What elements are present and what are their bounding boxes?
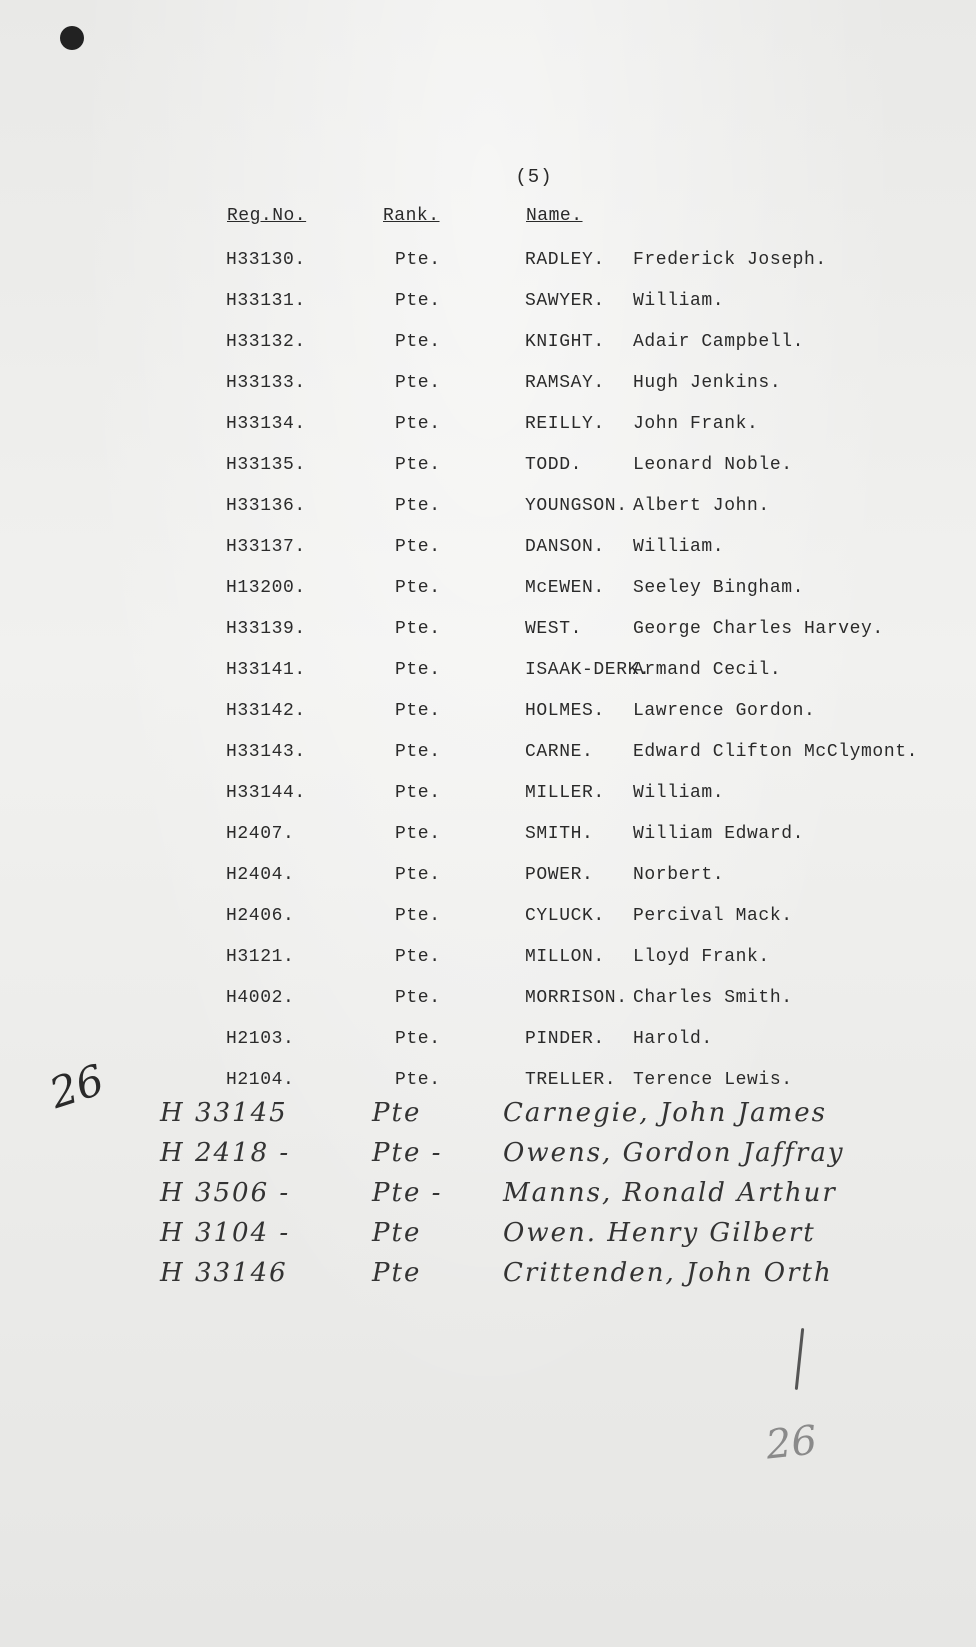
given-names: Terence Lewis.	[633, 1070, 793, 1090]
roster-row	[0, 373, 976, 403]
header-rank: Rank.	[383, 206, 440, 226]
rank: Pte.	[395, 1070, 441, 1090]
reg-no: H33139.	[226, 619, 306, 639]
roster-row	[0, 455, 976, 485]
surname: YOUNGSON.	[525, 496, 628, 516]
roster-row	[0, 742, 976, 772]
tick-mark	[795, 1328, 804, 1390]
surname: RAMSAY.	[525, 373, 605, 393]
surname: TRELLER.	[525, 1070, 617, 1090]
roster-row	[0, 783, 976, 813]
roster-row	[0, 865, 976, 895]
rank: Pte	[372, 1258, 422, 1288]
rank: Pte.	[395, 947, 441, 967]
surname: HOLMES.	[525, 701, 605, 721]
reg-no: H 3506 -	[160, 1178, 291, 1208]
roster-row	[0, 1070, 976, 1100]
surname: SMITH.	[525, 824, 594, 844]
surname: CARNE.	[525, 742, 594, 762]
rank: Pte.	[395, 250, 441, 270]
given-names: Percival Mack.	[633, 906, 793, 926]
bottom-count-annotation: 26	[763, 1417, 820, 1469]
given-names: Seeley Bingham.	[633, 578, 805, 598]
reg-no: H 2418 -	[160, 1138, 291, 1168]
page-number: (5)	[515, 166, 553, 188]
reg-no: H33134.	[226, 414, 306, 434]
roster-row	[0, 250, 976, 280]
rank: Pte.	[395, 619, 441, 639]
reg-no: H2404.	[226, 865, 295, 885]
rank: Pte.	[395, 496, 441, 516]
reg-no: H33132.	[226, 332, 306, 352]
reg-no: H33130.	[226, 250, 306, 270]
reg-no: H33137.	[226, 537, 306, 557]
name: Owen. Henry Gilbert	[503, 1218, 816, 1248]
reg-no: H 33146	[160, 1258, 288, 1288]
reg-no: H 33145	[160, 1098, 288, 1128]
given-names: Edward Clifton McClymont.	[633, 742, 919, 762]
roster-row	[0, 414, 976, 444]
rank: Pte.	[395, 373, 441, 393]
given-names: Lloyd Frank.	[633, 947, 770, 967]
rank: Pte.	[395, 824, 441, 844]
punch-hole	[60, 26, 84, 50]
given-names: Hugh Jenkins.	[633, 373, 782, 393]
surname: MORRISON.	[525, 988, 628, 1008]
roster-row	[0, 906, 976, 936]
given-names: Albert John.	[633, 496, 770, 516]
rank: Pte.	[395, 783, 441, 803]
given-names: Adair Campbell.	[633, 332, 805, 352]
reg-no: H33133.	[226, 373, 306, 393]
roster-row	[0, 578, 976, 608]
rank: Pte.	[395, 455, 441, 475]
rank: Pte.	[395, 332, 441, 352]
rank: Pte.	[395, 414, 441, 434]
surname: WEST.	[525, 619, 583, 639]
surname: TODD.	[525, 455, 583, 475]
given-names: John Frank.	[633, 414, 759, 434]
reg-no: H2406.	[226, 906, 295, 926]
header-name: Name.	[526, 206, 583, 226]
surname: MILLER.	[525, 783, 605, 803]
given-names: William.	[633, 783, 725, 803]
reg-no: H33144.	[226, 783, 306, 803]
reg-no: H4002.	[226, 988, 295, 1008]
given-names: Charles Smith.	[633, 988, 793, 1008]
rank: Pte -	[372, 1138, 443, 1168]
surname: ISAAK-DERK.	[525, 660, 651, 680]
roster-row	[0, 701, 976, 731]
reg-no: H2407.	[226, 824, 295, 844]
given-names: George Charles Harvey.	[633, 619, 884, 639]
roster-row	[0, 947, 976, 977]
reg-no: H 3104 -	[160, 1218, 291, 1248]
rank: Pte.	[395, 742, 441, 762]
surname: MILLON.	[525, 947, 605, 967]
roster-row	[0, 1029, 976, 1059]
name: Manns, Ronald Arthur	[503, 1178, 837, 1208]
roster-row	[0, 332, 976, 362]
handwritten-row	[0, 1098, 976, 1134]
roster-row	[0, 988, 976, 1018]
handwritten-row	[0, 1178, 976, 1214]
roster-row	[0, 537, 976, 567]
rank: Pte	[372, 1218, 422, 1248]
rank: Pte.	[395, 988, 441, 1008]
given-names: Frederick Joseph.	[633, 250, 827, 270]
reg-no: H3121.	[226, 947, 295, 967]
given-names: William.	[633, 291, 725, 311]
surname: SAWYER.	[525, 291, 605, 311]
roster-row	[0, 291, 976, 321]
rank: Pte	[372, 1098, 422, 1128]
surname: PINDER.	[525, 1029, 605, 1049]
reg-no: H2103.	[226, 1029, 295, 1049]
surname: DANSON.	[525, 537, 605, 557]
given-names: William Edward.	[633, 824, 805, 844]
rank: Pte.	[395, 537, 441, 557]
rank: Pte.	[395, 291, 441, 311]
given-names: Norbert.	[633, 865, 725, 885]
reg-no: H33143.	[226, 742, 306, 762]
name: Crittenden, John Orth	[503, 1258, 833, 1288]
surname: KNIGHT.	[525, 332, 605, 352]
surname: POWER.	[525, 865, 594, 885]
reg-no: H33136.	[226, 496, 306, 516]
roster-row	[0, 619, 976, 649]
rank: Pte.	[395, 865, 441, 885]
surname: REILLY.	[525, 414, 605, 434]
rank: Pte -	[372, 1178, 443, 1208]
handwritten-row	[0, 1138, 976, 1174]
name: Carnegie, John James	[503, 1098, 827, 1128]
rank: Pte.	[395, 1029, 441, 1049]
surname: CYLUCK.	[525, 906, 605, 926]
handwritten-row	[0, 1258, 976, 1294]
rank: Pte.	[395, 660, 441, 680]
given-names: Harold.	[633, 1029, 713, 1049]
rank: Pte.	[395, 701, 441, 721]
surname: McEWEN.	[525, 578, 605, 598]
roster-row	[0, 496, 976, 526]
rank: Pte.	[395, 578, 441, 598]
reg-no: H2104.	[226, 1070, 295, 1090]
given-names: Lawrence Gordon.	[633, 701, 816, 721]
reg-no: H13200.	[226, 578, 306, 598]
given-names: Armand Cecil.	[633, 660, 782, 680]
reg-no: H33141.	[226, 660, 306, 680]
header-reg-no: Reg.No.	[227, 206, 307, 226]
roster-row	[0, 824, 976, 854]
reg-no: H33142.	[226, 701, 306, 721]
roster-row	[0, 660, 976, 690]
given-names: William.	[633, 537, 725, 557]
name: Owens, Gordon Jaffray	[503, 1138, 845, 1168]
reg-no: H33135.	[226, 455, 306, 475]
margin-count-annotation: 26	[43, 1054, 110, 1119]
given-names: Leonard Noble.	[633, 455, 793, 475]
handwritten-row	[0, 1218, 976, 1254]
reg-no: H33131.	[226, 291, 306, 311]
rank: Pte.	[395, 906, 441, 926]
surname: RADLEY.	[525, 250, 605, 270]
